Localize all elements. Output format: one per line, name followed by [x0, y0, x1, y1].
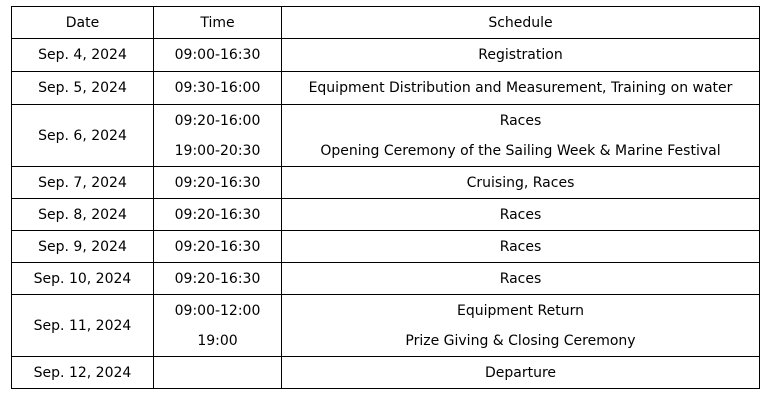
schedule-cell: Equipment Distribution and Measurement, Training on water — [282, 72, 760, 105]
schedule-cell: Departure — [282, 357, 760, 389]
table-row — [12, 357, 760, 389]
time-cell: 09:20-16:30 — [154, 199, 282, 231]
date-cell: Sep. 7, 2024 — [12, 167, 154, 199]
event-entry: Races — [499, 112, 542, 129]
time-cell — [154, 105, 282, 167]
time-cell — [154, 357, 282, 389]
date-cell: Sep. 12, 2024 — [12, 357, 154, 389]
schedule-cell: Races — [282, 199, 760, 231]
schedule-cell: Cruising, Races — [282, 167, 760, 199]
header-schedule: Schedule — [282, 7, 760, 39]
header-date: Date — [12, 7, 154, 39]
table-row — [12, 72, 760, 105]
time-cell: 09:20-16:30 — [154, 263, 282, 295]
schedule-cell: Registration — [282, 39, 760, 72]
schedule-table — [11, 6, 760, 389]
table-row — [12, 263, 760, 295]
time-cell: 09:20-16:30 — [154, 167, 282, 199]
date-cell: Sep. 8, 2024 — [12, 199, 154, 231]
table-row — [12, 167, 760, 199]
time-cell: 09:20-16:30 — [154, 231, 282, 263]
schedule-cell: Races — [282, 263, 760, 295]
schedule-cell — [282, 105, 760, 167]
time-entry: 19:00-20:30 — [174, 142, 261, 159]
date-cell: Sep. 6, 2024 — [12, 105, 154, 167]
time-entry: 19:00 — [197, 332, 238, 349]
time-entry: 09:20-16:00 — [174, 112, 261, 129]
date-cell: Sep. 9, 2024 — [12, 231, 154, 263]
time-cell: 09:00-16:30 — [154, 39, 282, 72]
table-row — [12, 39, 760, 72]
table-header-row — [12, 7, 760, 39]
date-cell: Sep. 11, 2024 — [12, 295, 154, 357]
date-cell: Sep. 5, 2024 — [12, 72, 154, 105]
date-cell: Sep. 4, 2024 — [12, 39, 154, 72]
table-row — [12, 199, 760, 231]
event-entry: Equipment Return — [457, 302, 584, 319]
table-row — [12, 295, 760, 357]
header-time: Time — [154, 7, 282, 39]
schedule-cell: Races — [282, 231, 760, 263]
schedule-cell — [282, 295, 760, 357]
time-cell — [154, 295, 282, 357]
time-entry: 09:00-12:00 — [174, 302, 261, 319]
table-row — [12, 231, 760, 263]
event-entry: Opening Ceremony of the Sailing Week & Marine Festival — [320, 142, 721, 159]
event-entry: Prize Giving & Closing Ceremony — [405, 332, 636, 349]
table-row — [12, 105, 760, 167]
time-cell: 09:30-16:00 — [154, 72, 282, 105]
date-cell: Sep. 10, 2024 — [12, 263, 154, 295]
